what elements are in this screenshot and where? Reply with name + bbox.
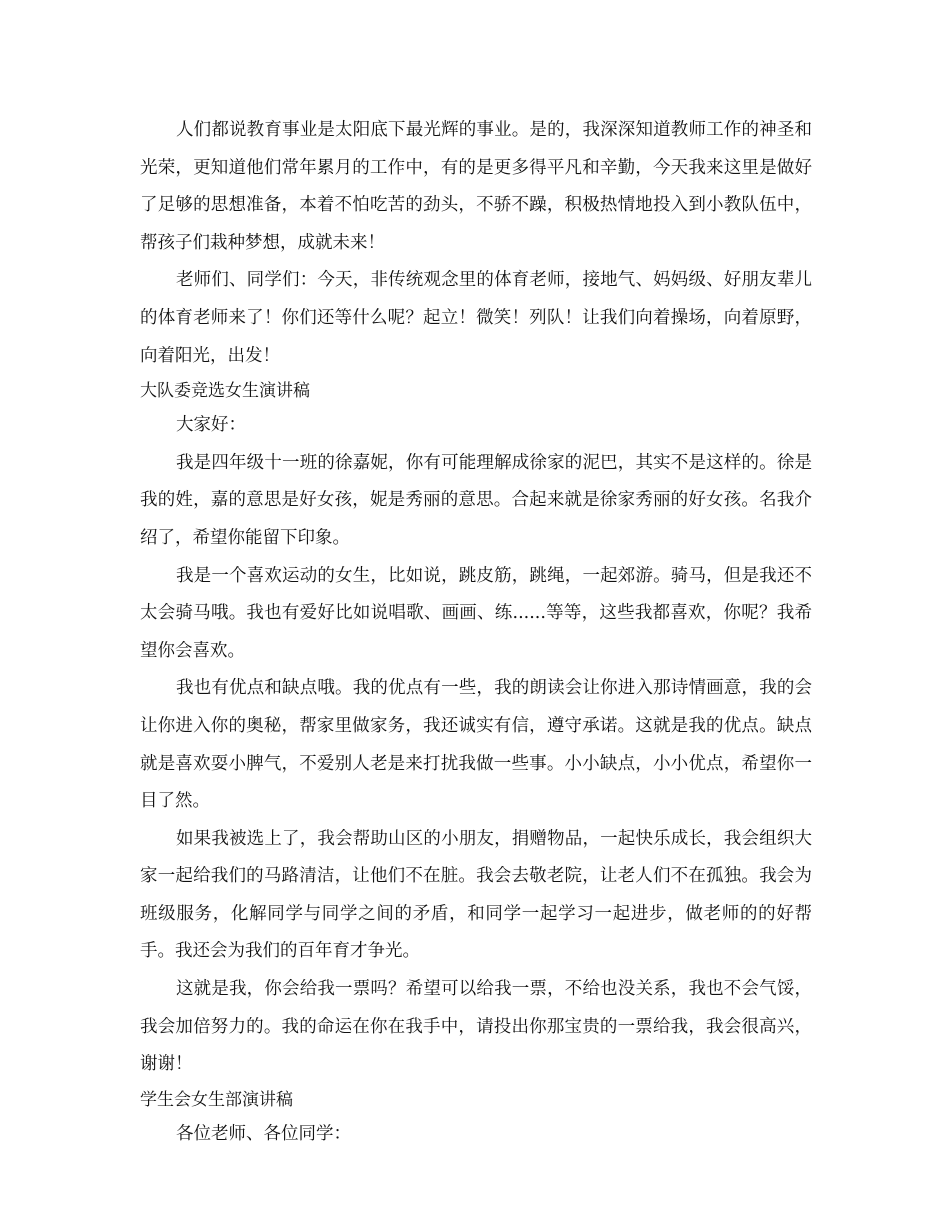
paragraph: 我是一个喜欢运动的女生，比如说，跳皮筋，跳绳，一起郊游。骑马，但是我还不太会骑马哦。我也有爱好比如说唱歌、画画、练......等等，这些我都喜欢，你呢？我希望你会喜欢。 xyxy=(140,565,812,661)
document-body xyxy=(140,112,824,1153)
salutation: 各位老师、各位同学： xyxy=(176,1123,351,1144)
paragraph: 这就是我，你会给我一票吗？希望可以给我一票，不给也没关系，我也不会气馁，我会加倍努力的。我的命运在你在我手中，请投出你那宝贵的一票给我，我会很高兴，谢谢！ xyxy=(140,979,812,1075)
paragraph: 老师们、同学们：今天，非传统观念里的体育老师，接地气、妈妈级、好朋友辈儿的体育老师来了！你们还等什么呢？起立！微笑！列队！让我们向着操场，向着原野，向着阳光，出发！ xyxy=(140,270,812,366)
section-heading: 大队委竞选女生演讲稿 xyxy=(140,381,310,402)
paragraph: 如果我被选上了，我会帮助山区的小朋友，捐赠物品，一起快乐成长，我会组织大家一起给我们的马路清洁，让他们不在脏。我会去敬老院，让老人们不在孤独。我会为班级服务，化解同学与同学之间的矛盾，和同学一起学习一起进步，做老师的的好帮手。我还会为我们的百年育才争光。 xyxy=(140,828,812,962)
paragraph: 人们都说教育事业是太阳底下最光辉的事业。是的，我深深知道教师工作的神圣和光荣，更知道他们常年累月的工作中，有的是更多得平凡和辛勤，今天我来这里是做好了足够的思想准备，本着不怕吃苦的劲头，不骄不躁，积极热情地投入到小教队伍中， 帮孩子们栽种梦想，成就未来！ xyxy=(140,120,824,253)
paragraph: 我是四年级十一班的徐嘉妮，你有可能理解成徐家的泥巴，其实不是这样的。徐是我的姓，嘉的意思是好女孩，妮是秀丽的意思。合起来就是徐家秀丽的好女孩。名我介绍了，希望你能留下印象。 xyxy=(140,452,812,548)
section-heading: 学生会女生部演讲稿 xyxy=(140,1089,293,1110)
salutation: 大家好： xyxy=(176,415,246,436)
paragraph: 我也有优点和缺点哦。我的优点有一些，我的朗读会让你进入那诗情画意，我的会让你进入你的奥秘，帮家里做家务，我还诚实有信，遵守承诺。这就是我的优点。缺点就是喜欢耍小脾气，不爱别人老是来打扰我做一些事。小小缺点，小小优点，希望你一目了然。 xyxy=(140,678,812,812)
